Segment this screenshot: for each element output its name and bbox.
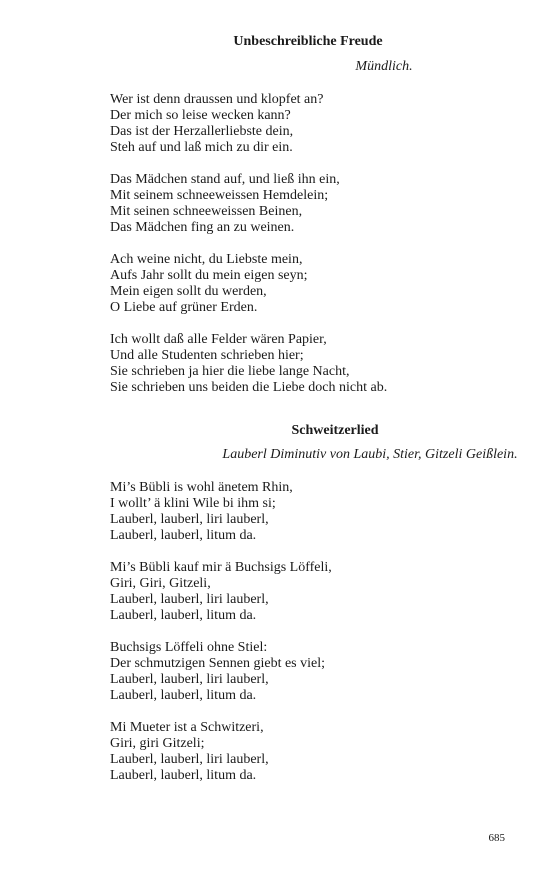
poem-schweitzerlied — [110, 423, 518, 800]
stanza — [110, 640, 510, 704]
verse-line: Wer ist denn draussen und klopfet an? — [110, 92, 324, 107]
verse-line: Mit seinen schneeweissen Beinen, — [110, 204, 303, 219]
verse-line: Der schmutzigen Sennen giebt es viel; — [110, 656, 325, 671]
verse-line: Lauberl, lauberl, liri lauberl, — [110, 672, 269, 687]
verse-line: Das Mädchen stand auf, und ließ ihn ein, — [110, 172, 340, 187]
poem-subtitle: Lauberl Diminutiv von Laubi, Stier, Gitzeli Geißlein. — [222, 447, 518, 462]
verse-line: Mein eigen sollt du werden, — [110, 284, 267, 299]
stanza — [110, 252, 510, 316]
verse-line: Mi Mueter ist a Schwitzeri, — [110, 720, 264, 735]
verse-line: Aufs Jahr sollt du mein eigen seyn; — [110, 268, 308, 283]
verse-line: Buchsigs Löffeli ohne Stiel: — [110, 640, 268, 655]
verse-line: Mi’s Bübli kauf mir ä Buchsigs Löffeli, — [110, 560, 332, 575]
verse-line: O Liebe auf grüner Erden. — [110, 300, 258, 315]
verse-line: Giri, giri Gitzeli; — [110, 736, 205, 751]
stanza — [110, 92, 510, 156]
verse-line: Der mich so leise wecken kann? — [110, 108, 291, 123]
verse-line: Sie schrieben ja hier die liebe lange Nacht, — [110, 364, 350, 379]
verse-line: Steh auf und laß mich zu dir ein. — [110, 140, 293, 155]
verse-line: Lauberl, lauberl, litum da. — [110, 528, 257, 543]
stanza — [110, 332, 510, 396]
stanza — [110, 720, 510, 784]
verse-line: Sie schrieben uns beiden die Liebe doch nicht ab. — [110, 380, 388, 395]
verse-line: Lauberl, lauberl, litum da. — [110, 768, 257, 783]
stanza — [110, 480, 510, 544]
poem-stanzas — [110, 480, 510, 784]
poem-unbeschreibliche-freude — [110, 34, 510, 412]
verse-line: Lauberl, lauberl, litum da. — [110, 608, 257, 623]
poem-stanzas — [110, 92, 510, 396]
verse-line: Das Mädchen fing an zu weinen. — [110, 220, 295, 235]
verse-line: Lauberl, lauberl, liri lauberl, — [110, 512, 269, 527]
verse-line: Das ist der Herzallerliebste dein, — [110, 124, 294, 139]
stanza — [110, 172, 510, 236]
verse-line: Lauberl, lauberl, liri lauberl, — [110, 592, 269, 607]
verse-line: Giri, Giri, Gitzeli, — [110, 576, 211, 591]
stanza — [110, 560, 510, 624]
verse-line: Und alle Studenten schrieben hier; — [110, 348, 304, 363]
poem-title: Unbeschreibliche Freude — [233, 34, 383, 49]
page-number: 685 — [488, 832, 505, 844]
poem-subtitle: Mündlich. — [355, 59, 413, 74]
verse-line: Mit seinem schneeweissen Hemdelein; — [110, 188, 329, 203]
verse-line: Lauberl, lauberl, litum da. — [110, 688, 257, 703]
verse-line: Lauberl, lauberl, liri lauberl, — [110, 752, 269, 767]
poem-title: Schweitzerlied — [291, 423, 379, 438]
verse-line: Ach weine nicht, du Liebste mein, — [110, 252, 303, 267]
verse-line: Mi’s Bübli is wohl änetem Rhin, — [110, 480, 293, 495]
verse-line: Ich wollt daß alle Felder wären Papier, — [110, 332, 327, 347]
verse-line: I wollt’ ä klini Wile bi ihm si; — [110, 496, 276, 511]
